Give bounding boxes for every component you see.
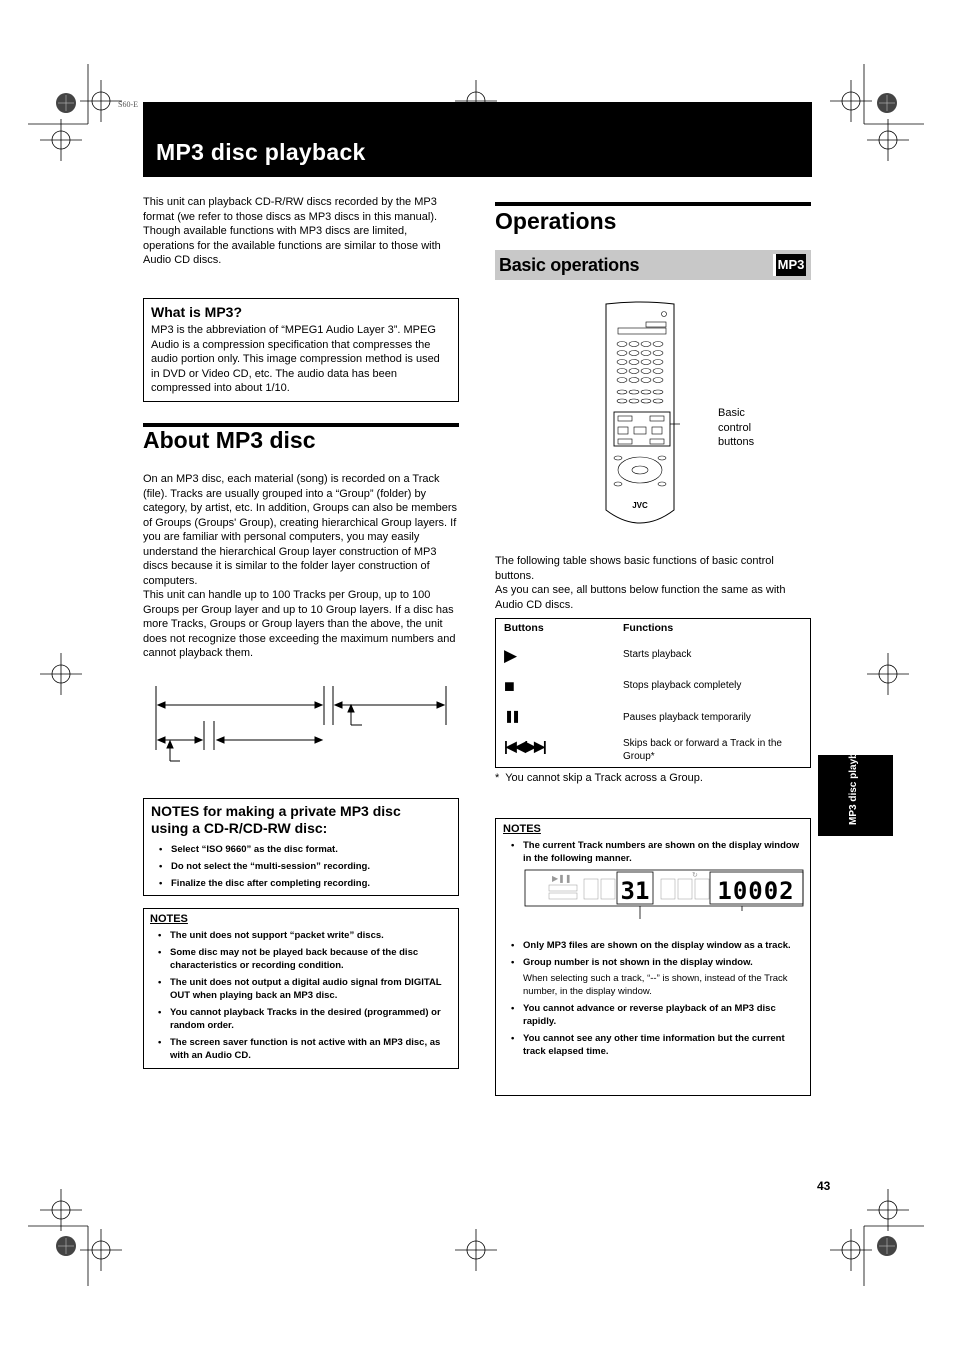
table-cell-function: Stops playback completely: [623, 680, 742, 691]
list-item: • You cannot playback Tracks in the desired (programmed) or random order.: [150, 1006, 452, 1032]
list-item: [503, 939, 803, 952]
list-item: [503, 1002, 803, 1028]
notes-right-list-continued: [503, 939, 803, 1058]
slug-text: S60-E: [118, 100, 138, 109]
list-item: • The screen saver function is not active with an MP3 disc, as with an Audio CD.: [150, 1036, 452, 1062]
operations-rule: [495, 202, 811, 206]
private-notes-list: [151, 843, 451, 890]
table-footnote: * You cannot skip a Track across a Group.: [495, 772, 703, 784]
what-is-mp3-title: What is MP3?: [151, 304, 243, 320]
mp3-badge: MP3: [773, 254, 806, 276]
notes-left-box: [143, 908, 459, 1069]
list-item-text: You cannot advance or reverse playback of an MP3 disc rapidly.: [523, 1003, 776, 1027]
basic-operations-heading: Basic operations: [499, 255, 640, 275]
notes-left-list: [150, 929, 452, 1062]
svg-text:↻: ↻: [692, 872, 698, 879]
list-item: • The unit does not output a digital audio signal from DIGITAL OUT when playing back an MP3 disc.: [150, 976, 452, 1002]
list-item-detail: When selecting such a track, “--” is shown, instead of the Track number, in the display window.: [523, 973, 788, 997]
page-header: [143, 102, 812, 177]
notes-right-list: [503, 839, 803, 865]
intro-text: This unit can playback CD-R/RW discs recorded by the MP3 format (we refer to those discs as MP3 discs in this manual). Though available functions with MP3 discs are limited, operations for the available functions are similar to those with Audio CD discs.: [143, 196, 441, 266]
remote-brand-logo: JVC: [632, 501, 648, 510]
skip-symbol: |◀◀/▶▶|: [504, 738, 545, 754]
notes-left-title: NOTES: [150, 913, 188, 925]
table-intro-text: The following table shows basic functions of basic control buttons. As you can see, all buttons below function the same as with Audio CD discs.: [495, 555, 786, 611]
table-header-buttons: Buttons: [504, 622, 544, 634]
basic-operations-bar: [495, 250, 811, 280]
display-elapsed-time: 10002: [717, 877, 795, 905]
functions-table-box: [495, 618, 811, 768]
table-cell-function: Skips back or forward a Track in the Group*: [623, 738, 782, 762]
stop-symbol: ■: [504, 676, 515, 696]
list-item: • Do not select the “multi-session” recording.: [151, 860, 451, 873]
notes-right-box: [495, 818, 811, 1096]
list-item: • Finalize the disc after completing recording.: [151, 877, 451, 890]
table-header-functions: Functions: [623, 622, 674, 634]
notes-right-title: NOTES: [503, 823, 541, 835]
list-item: • The unit does not support “packet write” discs.: [150, 929, 452, 942]
about-text: On an MP3 disc, each material (song) is recorded on a Track (file). Tracks are usually grouped into a “Group” (folder) by category, by artist, etc. In addition, Groups can also be members of Groups (Groups' Group), creating hierarchical Group layers. If you are familiar with personal computers, you may easily understand the hierarchical Group layer construction of MP3 discs because it is similar to the folder layer construction of computers. This unit can handle up to 100 Tracks per Group, up to 100 Groups per Group layer and up to 10 Group layers. If a disc has more Tracks, Groups or Group layers than the above, the unit does not recognize those exceeding the maximum numbers and cannot playback them.: [143, 473, 458, 659]
group-track-diagram: [150, 683, 455, 768]
private-notes-box: [143, 798, 459, 896]
page-number: 43: [817, 1179, 831, 1193]
about-heading: About MP3 disc: [143, 427, 316, 453]
page-title: MP3 disc playback: [156, 139, 366, 165]
table-cell-function: Starts playback: [623, 649, 692, 660]
remote-control-illustration: [600, 300, 680, 540]
list-item-text: You cannot see any other time information but the current track elapsed time.: [523, 1033, 785, 1057]
list-item: [503, 1032, 803, 1058]
what-is-mp3-text: MP3 is the abbreviation of “MPEG1 Audio Layer 3”. MPEG Audio is a compression specification that compresses the audio portion only. This image compression method is used in DVD or Video CD, etc. The audio data has been compressed into about 1/10.: [151, 324, 440, 394]
list-item: [503, 956, 803, 998]
svg-text:▶❚❚: ▶❚❚: [552, 874, 572, 883]
private-notes-title: NOTES for making a private MP3 disc using a CD-R/CD-RW disc:: [151, 803, 401, 836]
pause-symbol: ❚❚: [504, 709, 519, 723]
play-symbol: ▶: [504, 646, 518, 665]
operations-heading: Operations: [495, 208, 617, 234]
what-is-mp3-box: [143, 298, 459, 402]
side-tab-label: MP3 disc playback: [848, 736, 859, 825]
list-item-text: Only MP3 files are shown on the display window as a track.: [523, 940, 791, 951]
side-section-tab: [818, 736, 893, 836]
list-item-text: Group number is not shown in the display window.: [523, 957, 753, 968]
list-item: [503, 839, 803, 865]
display-track-number: 31: [620, 877, 650, 905]
list-item-text: The current Track numbers are shown on the display window in the following manner.: [523, 840, 800, 864]
list-item: • Some disc may not be played back because of the disc characteristics or recording condition.: [150, 946, 452, 972]
display-window-illustration: [524, 869, 804, 929]
table-cell-function: Pauses playback temporarily: [623, 712, 751, 723]
list-item: • Select “ISO 9660” as the disc format.: [151, 843, 451, 856]
remote-callout-label: Basic control buttons: [718, 407, 755, 448]
